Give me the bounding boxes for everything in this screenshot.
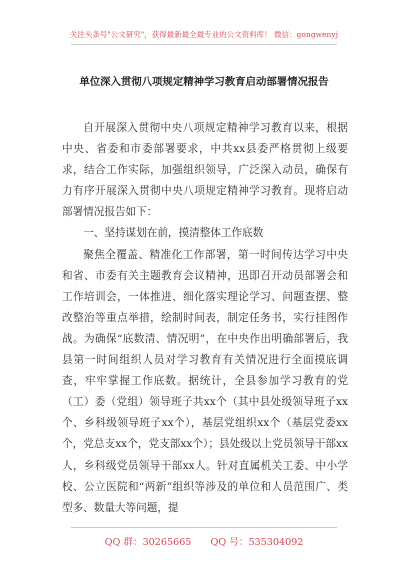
- footer: [0, 534, 408, 548]
- document-title: 单位深入贯彻八项规定精神学习教育启动部署情况报告: [79, 76, 329, 88]
- intro-paragraph: 自开展深入贯彻中央八项规定精神学习教育以来，根据中央、省委和市委部署要求，中共xx县委严格贯彻上级要求，结合工作实际，加强组织领导，广泛深入动员，确保有力有序开展深入贯彻中央八项规定精神学习教育。现将启动部署情况报告如下：: [62, 122, 348, 219]
- document-body: [62, 118, 348, 519]
- header-divider: [71, 44, 337, 45]
- footer-qq-number: QQ 号：535304092: [210, 537, 304, 548]
- footer-qq-group: QQ 群：30265665: [104, 537, 192, 548]
- body-paragraph: 聚焦全覆盖、精准化工作部署，第一时间传达学习中央和省、市委有关主题教育会议精神，迅即召开动员部署会和工作培训会，一体推进、细化落实理论学习、问题查摆、整改整治等重点举措，绘制时间表，制定任务书，实行挂图作战。为确保“底数清、情况明”，在中央作出明确部署后，我县第一时间组织人员对学习教育有关情况进行全面摸底调查，牢牢掌握工作底数。据统计，全县参加学习教育的党（工）委（党组）领导班子共xx个（其中县处级领导班子xx个、乡科级领导班子xx个），基层党组织xx个（基层党委xx个，党总支xx个，党支部xx个）；县处级以上党员领导干部xx人，乡科级党员领导干部xx人。针对直属机关工委、中小学校、公立医院和“两新”组织等涉及的单位和人员范围广、类型多、数量大等问题，提: [62, 248, 348, 514]
- section-heading: 一、坚持谋划在前，摸清整体工作底数: [83, 227, 264, 240]
- footer-divider: [71, 527, 337, 528]
- header-banner: 关注头条号"公文研究"，获得最新最全最专业的公文资料库！ 微信：gongwenyj: [69, 30, 339, 39]
